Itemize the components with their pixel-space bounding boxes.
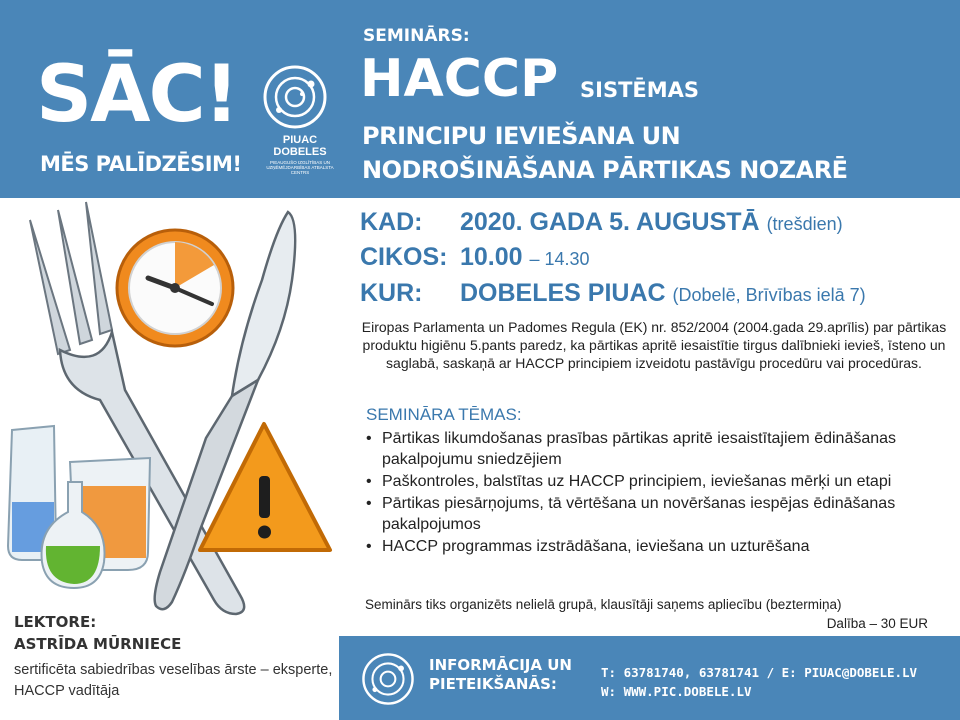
seminar-label: SEMINĀRS: [363,26,470,46]
header-banner [0,0,960,198]
footer-info-line-1: INFORMĀCIJA UN [429,656,572,674]
time-end: – 14.30 [529,249,590,269]
group-note: Seminārs tiks organizēts nelielā grupā, klausītāji saņems apliecību (beztermiņa) [365,597,842,612]
illustration [0,200,345,620]
where-row [360,279,866,308]
when-value-group [460,208,843,237]
contact-phone-email[interactable]: T: 63781740, 63781741 / E: PIUAC@DOBELE.LV [601,665,918,680]
brand-subtitle: MĒS PALĪDZĒSIM! [40,152,242,176]
when-value: 2020. GADA 5. AUGUSTĀ [460,208,760,236]
when-label: KAD: [360,208,423,236]
lector-label: LEKTORE: [14,613,97,631]
where-value-group [460,279,866,308]
footer-info-line-2: PIETEIKŠANĀS: [429,675,557,693]
clock-icon [117,230,233,346]
time-row [360,243,590,272]
footer-info-label [429,656,572,694]
time-start: 10.00 [460,243,523,271]
where-label: KUR: [360,279,423,307]
when-day: (trešdien) [766,214,843,234]
logo-name: PIUAC DOBELES [273,134,327,158]
seminar-line-2: NODROŠINĀŠANA PĀRTIKAS NOZARĒ [362,156,848,184]
piuac-logo-icon [361,652,415,706]
time-value-group [460,243,590,272]
seminar-title: HACCP [360,49,559,109]
contact-website-link[interactable]: W: WWW.PIC.DOBELE.LV [601,684,752,699]
list-item: • Pārtikas piesārņojums, tā vērtēšana un novēršanas iespējas ēdināšanas pakalpojumos [362,493,942,535]
logo-subtext: PIEAUGUŠO IZGLĪTĪBAS UN UZŅĒMĒJDARBĪBAS ATBALSTA CENTRS [266,160,334,175]
participation-fee: Dalība – 30 EUR [826,616,928,631]
brand-title: SĀC! [36,50,238,140]
regulation-text: Eiropas Parlamenta un Padomes Regula (EK) nr. 852/2004 (2004.gada 29.aprīlis) par pārtikas produktu higiēnu 5.pants paredz, ka pārtikas apritē iesaistītie tirgus dalībnieki ievieš, īsteno un saglabā, saskaņā ar HACCP principiem izveidotu pastāvīgu procedūru vai procedūras. [361,319,947,371]
list-item: • Paškontroles, balstītas uz HACCP principiem, ieviešanas mērķi un etapi [362,471,942,492]
footer-contacts [601,663,917,701]
topics-title: SEMINĀRA TĒMAS: [366,405,522,424]
lector-name: ASTRĪDA MŪRNIECE [14,635,182,653]
seminar-line-1: PRINCIPU IEVIEŠANA UN [362,122,681,150]
lector-description: sertificēta sabiedrības veselības ārste – eksperte, HACCP vadītāja [14,662,333,699]
footer-contact-bar [339,636,960,720]
time-label: CIKOS: [360,243,448,271]
piuac-logo-icon [262,64,328,130]
list-item: • HACCP programmas izstrādāšana, ieviešana un uzturēšana [362,536,942,557]
when-row [360,208,843,237]
where-address: (Dobelē, Brīvības ielā 7) [672,285,866,305]
list-item: • Pārtikas likumdošanas prasības pārtikas apritē iesaistītajiem ēdināšanas pakalpojumu sniedzējiem [362,428,942,470]
topics-list [362,428,942,558]
seminar-title-suffix: SISTĒMAS [580,78,700,102]
where-value: DOBELES PIUAC [460,279,666,307]
